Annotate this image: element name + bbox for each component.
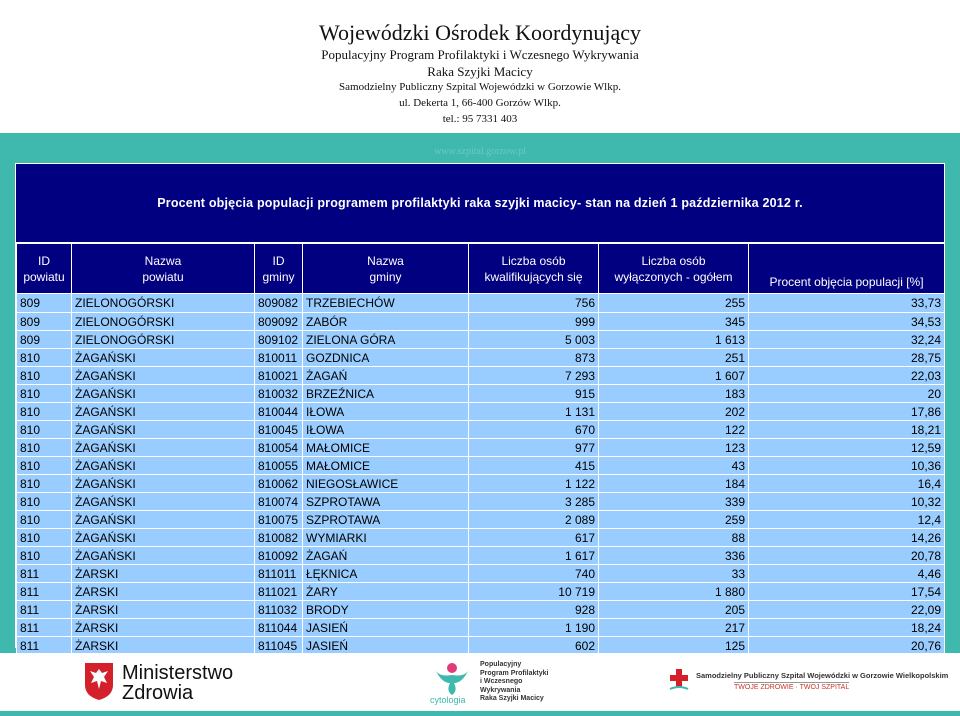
table-cell: 125 [599, 637, 749, 655]
table-cell: 17,86 [749, 403, 945, 421]
column-header-line-2: kwalifikujących się [484, 269, 583, 284]
table-cell: 18,24 [749, 619, 945, 637]
table-cell: 811032 [255, 601, 303, 619]
table-cell: 811 [17, 601, 72, 619]
table-cell: 977 [469, 439, 599, 457]
table-cell: 10,36 [749, 457, 945, 475]
table-cell: 811044 [255, 619, 303, 637]
table-row [17, 294, 945, 313]
table-cell: ŻAGAŃ [303, 547, 469, 565]
table-cell: 810 [17, 349, 72, 367]
table-cell: SZPROTAWA [303, 511, 469, 529]
table-cell: 809 [17, 313, 72, 331]
table-cell: 810021 [255, 367, 303, 385]
table-cell: 16,4 [749, 475, 945, 493]
table-cell: 811021 [255, 583, 303, 601]
table-cell: 5 003 [469, 331, 599, 349]
column-header-line-1: ID [272, 253, 285, 268]
table-cell: 7 293 [469, 367, 599, 385]
table-cell: 345 [599, 313, 749, 331]
table-cell: 809102 [255, 331, 303, 349]
table-cell: 18,21 [749, 421, 945, 439]
column-header-line-2: powiatu [142, 269, 184, 284]
header-phone: tel.: 95 7331 403 [442, 113, 518, 125]
table-row [17, 385, 945, 403]
table-cell: 809082 [255, 294, 303, 313]
table-cell: ŻAGAŃSKI [72, 367, 255, 385]
column-header [303, 244, 469, 294]
cytologia-text-line: Program Profilaktyki [480, 669, 549, 677]
table-cell: 202 [599, 403, 749, 421]
table-cell: 10,32 [749, 493, 945, 511]
table-cell: 810044 [255, 403, 303, 421]
table-cell: ŻAGAŃSKI [72, 547, 255, 565]
table-row [17, 313, 945, 331]
footer-bar [0, 711, 960, 716]
column-header-line-1: ID [38, 253, 50, 268]
table-cell: 810074 [255, 493, 303, 511]
table-cell: ŻAGAŃSKI [72, 421, 255, 439]
table-cell: 183 [599, 385, 749, 403]
table-cell: GOZDNICA [303, 349, 469, 367]
table-cell: ŻARSKI [72, 637, 255, 655]
ministry-line-2: Zdrowia [122, 682, 194, 704]
column-header-line-1: Liczba osób [501, 253, 566, 268]
table-cell: 2 089 [469, 511, 599, 529]
table-cell: BRZEŹNICA [303, 385, 469, 403]
table-cell: 810 [17, 475, 72, 493]
table-row [17, 637, 945, 655]
table-cell: 88 [599, 529, 749, 547]
table-cell: ZIELONA GÓRA [303, 331, 469, 349]
table-cell: MAŁOMICE [303, 457, 469, 475]
table-cell: 259 [599, 511, 749, 529]
table-cell: ŻAGAŃSKI [72, 529, 255, 547]
column-header-line-1: Liczba osób [641, 253, 706, 268]
cytologia-text-line: Populacyjny [480, 661, 522, 668]
table-cell: ŻAGAŃSKI [72, 349, 255, 367]
column-header-line-1: Nazwa [144, 253, 182, 268]
column-header-line-2: Procent objęcia populacji [%] [769, 275, 924, 289]
page-header [0, 0, 960, 133]
column-header-line-1: Nazwa [367, 253, 404, 268]
table-cell: 810082 [255, 529, 303, 547]
column-header [749, 244, 945, 294]
table-cell: BRODY [303, 601, 469, 619]
table-row [17, 475, 945, 493]
table-cell: 255 [599, 294, 749, 313]
table-cell: 811 [17, 583, 72, 601]
column-header-line-2: powiatu [23, 269, 65, 284]
column-header [469, 244, 599, 294]
medical-cross-icon [668, 667, 690, 693]
table-cell: ZIELONOGÓRSKI [72, 331, 255, 349]
table-cell: 14,26 [749, 529, 945, 547]
table-row [17, 403, 945, 421]
table-row [17, 421, 945, 439]
header-address: ul. Dekerta 1, 66-400 Gorzów Wlkp. [399, 97, 561, 109]
table-cell: 810032 [255, 385, 303, 403]
table-cell: 740 [469, 565, 599, 583]
table-cell: 123 [599, 439, 749, 457]
table-cell: 32,24 [749, 331, 945, 349]
table-cell: 810055 [255, 457, 303, 475]
column-header [255, 244, 303, 294]
website-url[interactable]: www.szpital.gorzow.pl [434, 146, 526, 157]
table-cell: 810054 [255, 439, 303, 457]
column-header [72, 244, 255, 294]
table-cell: ŻAGAŃSKI [72, 475, 255, 493]
table-body [17, 294, 945, 655]
table-cell: 184 [599, 475, 749, 493]
table-cell: 811 [17, 637, 72, 655]
ministry-text [122, 663, 233, 703]
table-row [17, 331, 945, 349]
table-cell: 217 [599, 619, 749, 637]
table-cell: 336 [599, 547, 749, 565]
table-cell: 205 [599, 601, 749, 619]
table-cell: TRZEBIECHÓW [303, 294, 469, 313]
table-title: Procent objęcia populacji programem profilaktyki raka szyjki macicy- stan na dzień 1 października 2012 r. [16, 164, 944, 242]
table-cell: ZABÓR [303, 313, 469, 331]
table-cell: 810 [17, 493, 72, 511]
table-cell: 28,75 [749, 349, 945, 367]
header-subtitle-1: Populacyjny Program Profilaktyki i Wczesnego Wykrywania [321, 47, 639, 62]
table-cell: 12,59 [749, 439, 945, 457]
table-cell: 809092 [255, 313, 303, 331]
table-cell: 122 [599, 421, 749, 439]
table-cell: ŻAGAŃSKI [72, 385, 255, 403]
cytologia-text-line: i Wczesnego [480, 678, 523, 685]
table-row [17, 349, 945, 367]
polish-eagle-icon [82, 661, 116, 701]
table-cell: MAŁOMICE [303, 439, 469, 457]
table-cell: 811011 [255, 565, 303, 583]
table-cell: 915 [469, 385, 599, 403]
table-cell: 12,4 [749, 511, 945, 529]
table-cell: 810092 [255, 547, 303, 565]
table-row [17, 439, 945, 457]
table-cell: 339 [599, 493, 749, 511]
table-cell: 1 880 [599, 583, 749, 601]
table-cell: 22,03 [749, 367, 945, 385]
column-header-line-2: gminy [262, 269, 295, 284]
table-cell: 415 [469, 457, 599, 475]
hospital-slogan: TWOJE ZDROWIE · TWÓJ SZPITAL [734, 684, 850, 691]
table-cell: 1 122 [469, 475, 599, 493]
table-row [17, 457, 945, 475]
page-footer [0, 653, 960, 716]
table-row [17, 367, 945, 385]
table-row [17, 493, 945, 511]
table-cell: 810 [17, 385, 72, 403]
ministry-logo [82, 661, 234, 707]
table-cell: ŁĘKNICA [303, 565, 469, 583]
table-cell: WYMIARKI [303, 529, 469, 547]
table-cell: ŻAGAŃSKI [72, 457, 255, 475]
table-cell: 1 613 [599, 331, 749, 349]
table-cell: JASIEŃ [303, 637, 469, 655]
table-cell: 617 [469, 529, 599, 547]
table-row [17, 583, 945, 601]
table-cell: 810 [17, 529, 72, 547]
table-cell: 811 [17, 619, 72, 637]
table-cell: 1 131 [469, 403, 599, 421]
table-cell: SZPROTAWA [303, 493, 469, 511]
table-cell: 1 190 [469, 619, 599, 637]
coverage-table-panel [15, 163, 945, 653]
table-cell: 809 [17, 331, 72, 349]
cytologia-text-line: Raka Szyjki Macicy [480, 695, 544, 702]
table-row [17, 565, 945, 583]
hospital-name: Samodzielny Publiczny Szpital Wojewódzki w Gorzowie Wielkopolskim [696, 671, 949, 680]
table-cell: ŻAGAŃSKI [72, 493, 255, 511]
cytologia-brand: cytologia [430, 695, 466, 705]
column-header-line-2: wyłączonych - ogółem [614, 269, 733, 284]
table-cell: 810011 [255, 349, 303, 367]
table-cell: 4,46 [749, 565, 945, 583]
table-cell: ŻARY [303, 583, 469, 601]
table-cell: 810 [17, 403, 72, 421]
table-cell: 10 719 [469, 583, 599, 601]
table-cell: 810075 [255, 511, 303, 529]
table-cell: ŻAGAŃSKI [72, 439, 255, 457]
table-cell: 928 [469, 601, 599, 619]
table-cell: 43 [599, 457, 749, 475]
table-cell: 873 [469, 349, 599, 367]
table-cell: 670 [469, 421, 599, 439]
table-row [17, 529, 945, 547]
table-cell: 811 [17, 565, 72, 583]
table-cell: 809 [17, 294, 72, 313]
table-cell: 810 [17, 439, 72, 457]
table-cell: ŻAGAŃSKI [72, 511, 255, 529]
table-cell: ŻARSKI [72, 583, 255, 601]
table-row [17, 511, 945, 529]
table-cell: 1 607 [599, 367, 749, 385]
table-cell: 810 [17, 421, 72, 439]
table-cell: ŻARSKI [72, 619, 255, 637]
table-cell: ŻARSKI [72, 565, 255, 583]
table-cell: 810 [17, 547, 72, 565]
cytologia-text-line: Wykrywania [480, 686, 521, 694]
header-title: Wojewódzki Ośrodek Koordynujący [318, 20, 642, 45]
header-institution: Samodzielny Publiczny Szpital Wojewódzki w Gorzowie Wlkp. [339, 81, 621, 93]
column-header [17, 244, 72, 294]
table-cell: IŁOWA [303, 421, 469, 439]
column-header [599, 244, 749, 294]
table-cell: 1 617 [469, 547, 599, 565]
table-cell: 810 [17, 511, 72, 529]
cytologia-logo [430, 661, 550, 707]
table-cell: 756 [469, 294, 599, 313]
table-cell: 34,53 [749, 313, 945, 331]
table-cell: 20,78 [749, 547, 945, 565]
hospital-logo [668, 667, 949, 697]
table-cell: 811045 [255, 637, 303, 655]
table-cell: 22,09 [749, 601, 945, 619]
table-cell: 20,76 [749, 637, 945, 655]
table-cell: JASIEŃ [303, 619, 469, 637]
table-header-row [17, 244, 945, 294]
table-cell: ŻAGAŃSKI [72, 403, 255, 421]
table-cell: 33 [599, 565, 749, 583]
table-cell: 602 [469, 637, 599, 655]
table-cell: 251 [599, 349, 749, 367]
table-cell: 20 [749, 385, 945, 403]
header-subtitle-2: Raka Szyjki Macicy [427, 64, 533, 79]
table-cell: 33,73 [749, 294, 945, 313]
table-row [17, 547, 945, 565]
table-cell: NIEGOSŁAWICE [303, 475, 469, 493]
table-cell: 810062 [255, 475, 303, 493]
column-header-line-2: gminy [369, 269, 402, 284]
ministry-line-1: Ministerstwo [122, 662, 234, 684]
table-cell: ZIELONOGÓRSKI [72, 294, 255, 313]
cytologia-program-text [480, 661, 548, 704]
table-cell: ŻAGAŃ [303, 367, 469, 385]
table-cell: 810 [17, 367, 72, 385]
table-cell: 810045 [255, 421, 303, 439]
table-cell: IŁOWA [303, 403, 469, 421]
table-cell: 3 285 [469, 493, 599, 511]
table-cell: 999 [469, 313, 599, 331]
table-cell: 810 [17, 457, 72, 475]
table-row [17, 601, 945, 619]
table-cell: ŻARSKI [72, 601, 255, 619]
table-cell: 17,54 [749, 583, 945, 601]
table-cell: ZIELONOGÓRSKI [72, 313, 255, 331]
coverage-table [16, 243, 945, 655]
table-row [17, 619, 945, 637]
